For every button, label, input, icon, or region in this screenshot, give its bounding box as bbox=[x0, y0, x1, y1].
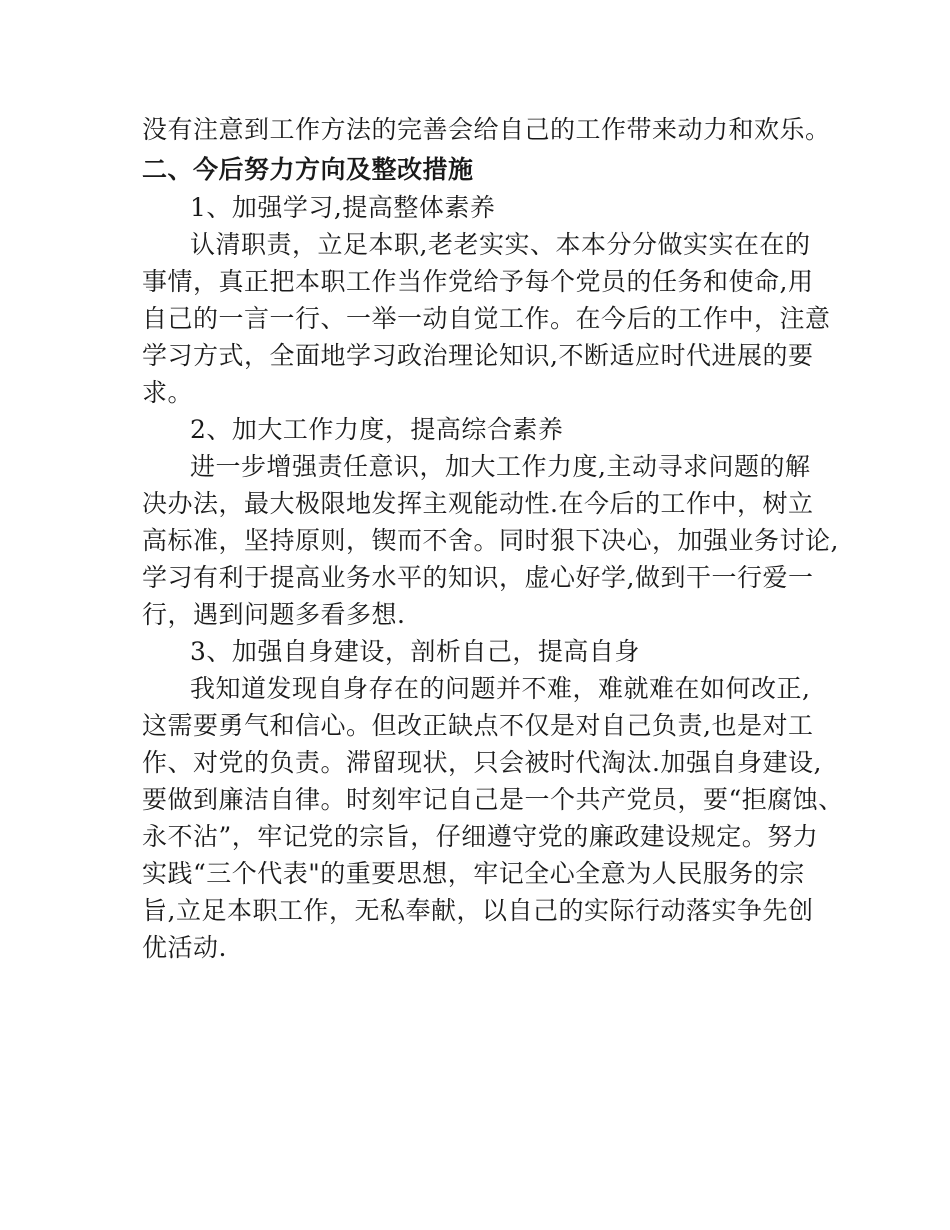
paragraph-line: 实践“三个代表"的重要思想，牢记全心全意为人民服务的宗 bbox=[142, 859, 805, 888]
subsection-heading: 2、加大工作力度，提高综合素养 bbox=[190, 415, 564, 444]
paragraph-line: 进一步增强责任意识，加大工作力度,主动寻求问题的解 bbox=[190, 452, 811, 481]
subsection-heading: 3、加强自身建设，剖析自己，提高自身 bbox=[190, 637, 640, 666]
paragraph-line: 学习有利于提高业务水平的知识，虚心好学,做到干一行爱一 bbox=[142, 563, 814, 592]
paragraph-line: 决办法，最大极限地发挥主观能动性.在今后的工作中，树立 bbox=[142, 489, 814, 518]
paragraph-line: 行，遇到问题多看多想. bbox=[142, 600, 406, 629]
paragraph-line: 旨,立足本职工作，无私奉献，以自己的实际行动落实争先创 bbox=[142, 896, 814, 925]
paragraph-line: 要做到廉洁自律。时刻牢记自己是一个共产党员，要“拒腐蚀、 bbox=[142, 785, 844, 814]
paragraph-line: 我知道发现自身存在的问题并不难，难就难在如何改正, bbox=[190, 674, 811, 703]
paragraph-line: 没有注意到工作方法的完善会给自己的工作带来动力和欢乐。 bbox=[142, 115, 831, 144]
paragraph-line: 事情，真正把本职工作当作党给予每个党员的任务和使命,用 bbox=[142, 267, 814, 296]
paragraph-line: 永不沾”，牢记党的宗旨，仔细遵守党的廉政建设规定。努力 bbox=[142, 822, 819, 851]
subsection-heading: 1、加强学习,提高整体素养 bbox=[190, 193, 496, 222]
paragraph-line: 高标准，坚持原则，锲而不舍。同时狠下决心，加强业务讨论, bbox=[142, 526, 839, 555]
paragraph-line: 学习方式，全面地学习政治理论知识,不断适应时代进展的要 bbox=[142, 341, 814, 370]
paragraph-line: 认清职责，立足本职,老老实实、本本分分做实实在在的 bbox=[190, 230, 811, 259]
paragraph-line: 优活动. bbox=[142, 933, 227, 962]
paragraph-line: 作、对党的负责。滞留现状，只会被时代淘汰.加强自身建设, bbox=[142, 748, 822, 777]
paragraph-line: 求。 bbox=[142, 378, 194, 407]
section-heading: 二、今后努力方向及整改措施 bbox=[142, 155, 474, 184]
paragraph-line: 自己的一言一行、一举一动自觉工作。在今后的工作中，注意 bbox=[142, 304, 831, 333]
paragraph-line: 这需要勇气和信心。但改正缺点不仅是对自己负责,也是对工 bbox=[142, 711, 814, 740]
